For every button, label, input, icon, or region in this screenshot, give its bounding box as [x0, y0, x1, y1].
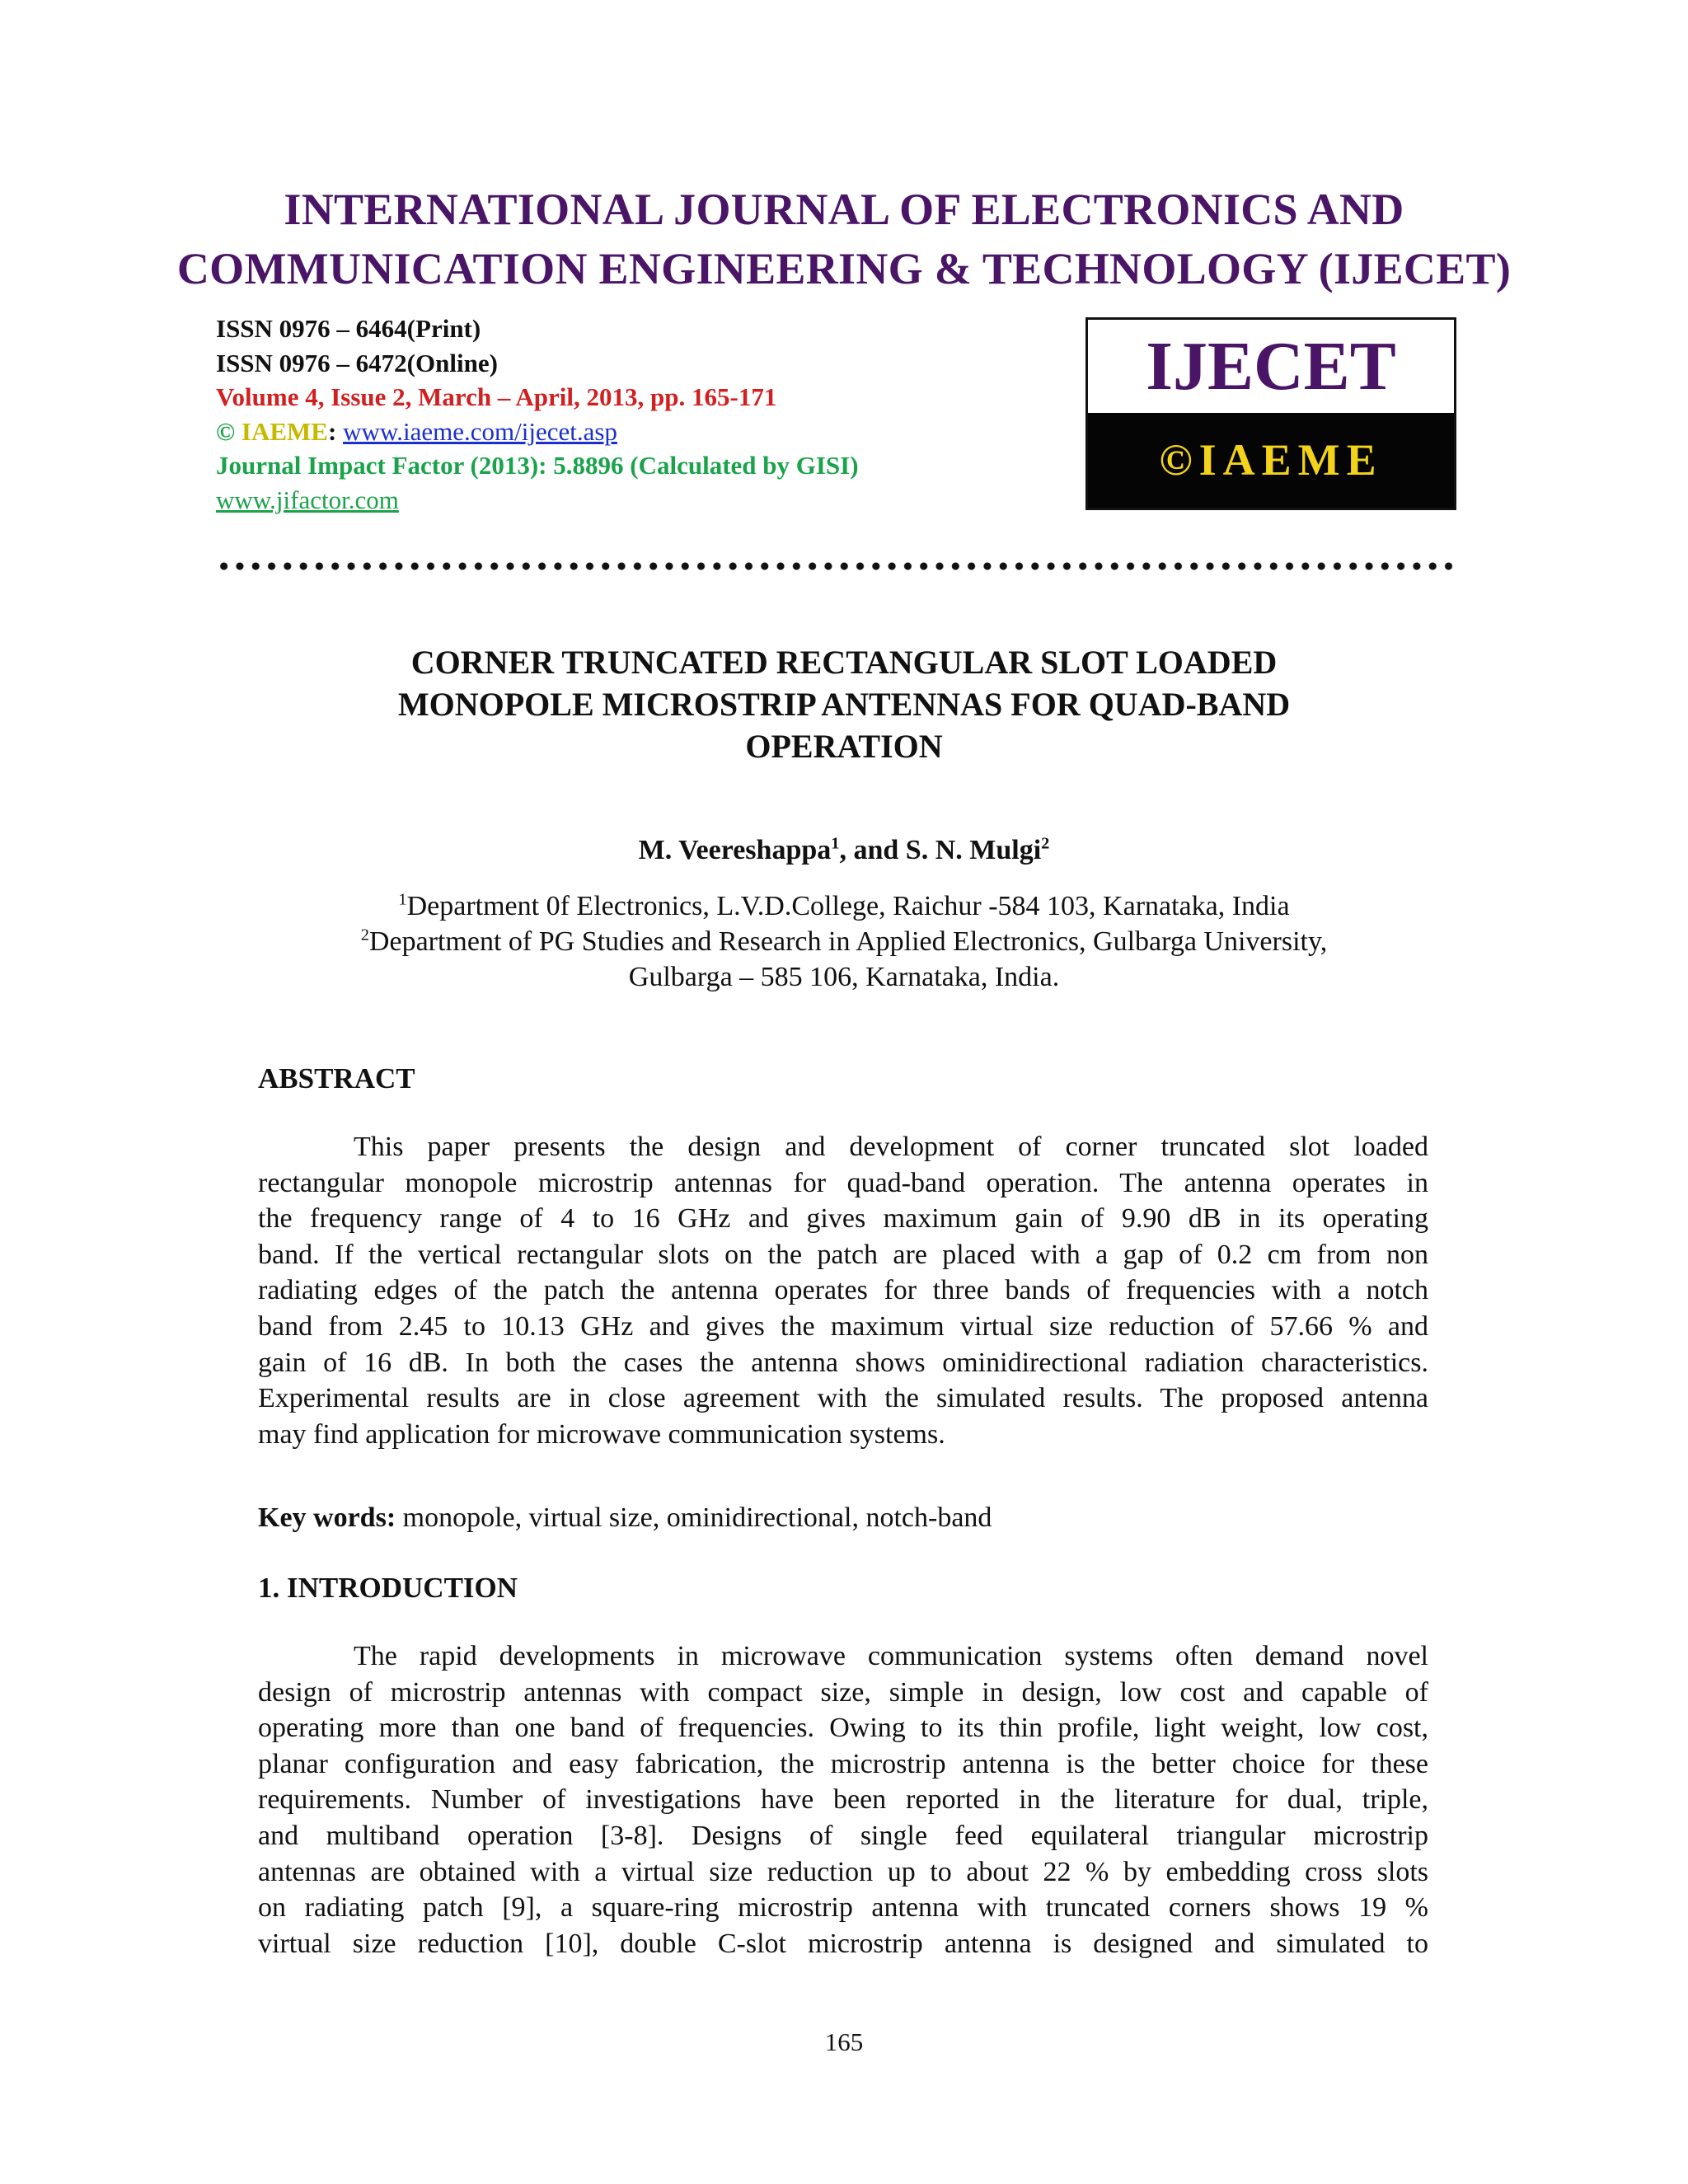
abstract-heading: ABSTRACT [258, 1062, 415, 1094]
keywords-label: Key words: [258, 1502, 396, 1533]
publisher-separator: : [328, 416, 344, 446]
publisher-link[interactable]: www.iaeme.com/ijecet.asp [343, 416, 617, 446]
volume-info: Volume 4, Issue 2, March – April, 2013, pp. 165-171 [216, 382, 777, 411]
introduction-line: virtual size reduction [10], double C-slot microstrip antenna is designed and simulated to [258, 1928, 1428, 1959]
abstract-line: Experimental results are in close agreement with the simulated results. The proposed antenna [258, 1383, 1428, 1414]
jifactor-link[interactable]: www.jifactor.com [216, 485, 399, 514]
publisher-line [216, 415, 859, 449]
dotted-divider [216, 560, 1456, 572]
introduction-line: requirements. Number of investigations have been reported in the literature for dual, triple, [258, 1784, 1428, 1816]
affiliation [0, 924, 1688, 959]
introduction-line: on radiating patch [9], a square-ring microstrip antenna with truncated corners shows 19 % [258, 1892, 1428, 1924]
affiliations [0, 888, 1688, 995]
authors [0, 832, 1688, 869]
affiliation-text: Department 0f Electronics, L.V.D.College, Raichur -584 103, Karnataka, India [406, 891, 1290, 921]
paper-title-line: MONOPOLE MICROSTRIP ANTENNAS FOR QUAD-BAND [397, 686, 1291, 723]
introduction-line: antennas are obtained with a virtual size reduction up to about 22 % by embedding cross slots [258, 1856, 1428, 1887]
journal-title-line-2: COMMUNICATION ENGINEERING & TECHNOLOGY (IJECET) [176, 244, 1512, 293]
keywords [258, 1500, 992, 1536]
logo-publisher: ©IAEME [1088, 413, 1454, 508]
introduction-line: and multiband operation [3-8]. Designs of single feed equilateral triangular microstrip [258, 1820, 1428, 1851]
logo-journal-name: IJECET [1088, 320, 1454, 413]
author-affiliation-mark: 1 [831, 834, 840, 853]
author-name: M. Veereshappa [638, 835, 832, 865]
author-affiliation-mark: 2 [1041, 834, 1050, 853]
introduction-line: The rapid developments in microwave communication systems often demand novel [354, 1641, 1428, 1671]
abstract-line: the frequency range of 4 to 16 GHz and gives maximum gain of 9.90 dB in its operating [258, 1203, 1428, 1235]
affiliation [0, 959, 1688, 995]
introduction-body [258, 1638, 1428, 1961]
publisher-name: IAEME [241, 416, 328, 446]
abstract-line: rectangular monopole microstrip antennas for quad-band operation. The antenna operates in [258, 1167, 1428, 1198]
abstract-line: This paper presents the design and development of corner truncated slot loaded [354, 1132, 1428, 1162]
paper-title [0, 641, 1688, 767]
introduction-line: design of microstrip antennas with compact size, simple in design, low cost and capable of [258, 1676, 1428, 1708]
author-separator: , and [839, 835, 906, 865]
introduction-line: operating more than one band of frequencies. Owing to its thin profile, light weight, low cost, [258, 1713, 1428, 1744]
keywords-text: monopole, virtual size, ominidirectional, notch-band [396, 1502, 992, 1533]
abstract-line: band. If the vertical rectangular slots on the patch are placed with a gap of 0.2 cm from non [258, 1239, 1428, 1270]
issn-print: ISSN 0976 – 6464(Print) [216, 314, 481, 343]
affiliation-text: Department of PG Studies and Research in Applied Electronics, Gulbarga University, [368, 926, 1328, 957]
abstract-line: band from 2.45 to 10.13 GHz and gives the maximum virtual size reduction of 57.66 % and [258, 1310, 1428, 1342]
affiliation [0, 888, 1688, 924]
abstract-line: gain of 16 dB. In both the cases the antenna shows ominidirectional radiation characteristics. [258, 1347, 1428, 1378]
abstract-body [258, 1129, 1428, 1452]
introduction-heading: 1. INTRODUCTION [258, 1572, 518, 1604]
issn-online: ISSN 0976 – 6472(Online) [216, 348, 498, 377]
impact-factor: Journal Impact Factor (2013): 5.8896 (Calculated by GISI) [216, 451, 859, 480]
affiliation-text: Gulbarga – 585 106, Karnataka, India. [628, 962, 1060, 992]
affiliation-mark: 2 [360, 926, 369, 944]
paper-title-line: CORNER TRUNCATED RECTANGULAR SLOT LOADED [410, 644, 1278, 681]
journal-logo [1085, 317, 1456, 510]
journal-title-line-1: INTERNATIONAL JOURNAL OF ELECTRONICS AND [284, 185, 1404, 234]
copyright-symbol: © [216, 416, 241, 446]
abstract-line: radiating edges of the patch the antenna operates for three bands of frequencies with a notch [258, 1275, 1428, 1306]
author-name: S. N. Mulgi [905, 835, 1042, 865]
introduction-line: planar configuration and easy fabrication, the microstrip antenna is the better choice for these [258, 1748, 1428, 1779]
journal-info [216, 312, 859, 517]
abstract-line: may find application for microwave communication systems. [258, 1418, 945, 1450]
page-number: 165 [824, 2027, 864, 2056]
affiliation-mark: 1 [398, 890, 407, 909]
paper-title-line: OPERATION [745, 728, 943, 765]
jifactor-line [216, 483, 859, 518]
journal-title [0, 180, 1688, 298]
